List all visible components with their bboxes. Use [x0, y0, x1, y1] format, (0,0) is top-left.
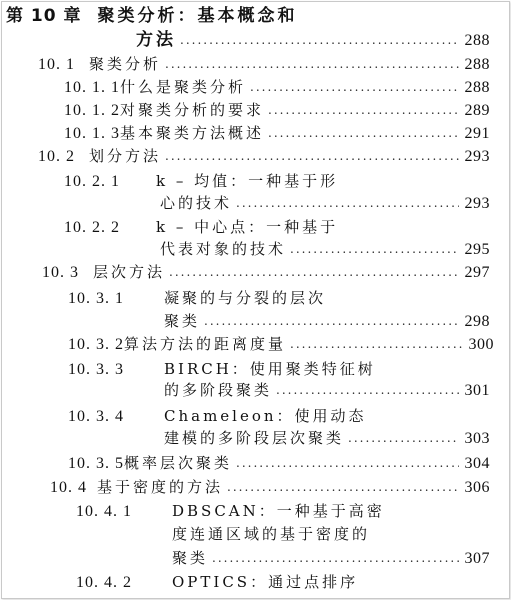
toc-entry-cont [160, 237, 490, 262]
section-title: 什么是聚类分析 [120, 78, 247, 96]
section-number: 10. 3. 1 [68, 290, 124, 307]
page-number: 297 [464, 264, 490, 281]
toc-entry[interactable] [42, 260, 490, 285]
section-title-cont: 代表对象的技术 [160, 240, 287, 258]
chapter-number: 第 10 章 [6, 6, 82, 26]
dot-leader [236, 451, 458, 476]
section-title-cont: 心的技术 [160, 194, 233, 212]
dot-leader [204, 309, 458, 334]
page-number: 293 [464, 148, 490, 165]
page-number: 301 [464, 382, 490, 399]
chapter-title-line2: 方法 [136, 30, 176, 50]
toc-entry-cont [164, 426, 490, 451]
section-title-cont: 度连通区域的基于密度的 [172, 525, 371, 543]
page-number: 300 [468, 336, 494, 353]
dot-leader [290, 237, 458, 262]
toc-entry-cont [160, 191, 490, 216]
section-number: 10. 3. 2 [68, 336, 124, 353]
section-number: 10. 4. 1 [76, 503, 132, 520]
toc-entry[interactable] [76, 570, 490, 595]
section-title: BIRCH：使用聚类特征树 [164, 360, 376, 378]
section-title: 层次方法 [93, 263, 166, 281]
section-title: 概率层次聚类 [124, 454, 233, 472]
section-title: 算法方法的距离度量 [124, 335, 287, 353]
section-title-cont: 建模的多阶段层次聚类 [164, 429, 345, 447]
page-number: 295 [464, 241, 490, 258]
section-number: 10. 4. 2 [76, 574, 132, 591]
page-number: 306 [464, 479, 490, 496]
toc-entry-cont [164, 309, 490, 334]
dot-leader [250, 75, 458, 100]
section-number: 10. 3. 5 [68, 455, 124, 472]
toc-entry[interactable] [38, 144, 490, 169]
section-title-cont: 聚类 [172, 549, 209, 567]
section-number: 10. 1 [38, 56, 75, 73]
dot-leader [227, 475, 458, 500]
section-title: OPTICS：通过点排序 [172, 573, 359, 591]
toc-entry[interactable] [50, 475, 490, 500]
chapter-heading-cont [136, 28, 490, 53]
toc-entry[interactable] [68, 286, 490, 311]
chapter-title-line1: 聚类分析：基本概念和 [97, 6, 298, 26]
dot-leader [276, 378, 458, 403]
section-title: DBSCAN：一种基于高密 [172, 502, 385, 520]
page-number: 293 [464, 195, 490, 212]
section-title: k – 均值：一种基于形 [156, 172, 339, 190]
chapter-heading [6, 4, 496, 29]
section-number: 10. 2 [38, 148, 75, 165]
page-number: 288 [464, 79, 490, 96]
toc-entry[interactable] [38, 52, 490, 77]
toc-entry[interactable] [68, 451, 490, 476]
dot-leader [236, 191, 458, 216]
dot-leader [348, 426, 458, 451]
toc-entry[interactable] [64, 98, 490, 123]
toc-entry[interactable] [76, 499, 490, 524]
section-title: k – 中心点：一种基于 [156, 218, 339, 236]
toc-entry[interactable] [68, 332, 494, 357]
page-number: 289 [464, 102, 490, 119]
section-number: 10. 2. 1 [64, 173, 120, 190]
section-title: 基于密度的方法 [97, 478, 224, 496]
toc-entry-cont [172, 522, 490, 547]
section-number: 10. 3. 4 [68, 408, 124, 425]
section-number: 10. 1. 2 [64, 102, 120, 119]
section-number: 10. 3. 3 [68, 361, 124, 378]
dot-leader [290, 332, 462, 357]
section-title-cont: 的多阶段聚类 [164, 381, 273, 399]
toc-entry-cont [172, 546, 490, 571]
dot-leader [268, 98, 458, 123]
section-number: 10. 1. 3 [64, 125, 120, 142]
dot-leader [268, 121, 458, 146]
dot-leader [180, 28, 459, 53]
page-number: 291 [464, 125, 490, 142]
section-number: 10. 2. 2 [64, 219, 120, 236]
section-title: 基本聚类方法概述 [120, 124, 265, 142]
section-title: 凝聚的与分裂的层次 [164, 289, 327, 307]
page-number: 303 [464, 430, 490, 447]
page-number: 288 [464, 56, 490, 73]
section-title: 对聚类分析的要求 [120, 101, 265, 119]
section-title: 划分方法 [89, 147, 162, 165]
page-number: 304 [464, 455, 490, 472]
chapter-page: 288 [464, 32, 490, 49]
dot-leader [212, 546, 458, 571]
toc-entry[interactable] [64, 121, 490, 146]
page-number: 307 [464, 550, 490, 567]
page-number: 298 [464, 313, 490, 330]
section-number: 10. 4 [50, 479, 87, 496]
dot-leader [165, 52, 458, 77]
section-title: 聚类分析 [89, 55, 162, 73]
section-number: 10. 1. 1 [64, 79, 120, 96]
section-title-cont: 聚类 [164, 312, 201, 330]
section-number: 10. 3 [42, 264, 79, 281]
dot-leader [165, 144, 458, 169]
dot-leader [169, 260, 458, 285]
section-title: Chameleon：使用动态 [164, 407, 367, 425]
toc-entry-cont [164, 378, 490, 403]
toc-entry[interactable] [64, 75, 490, 100]
